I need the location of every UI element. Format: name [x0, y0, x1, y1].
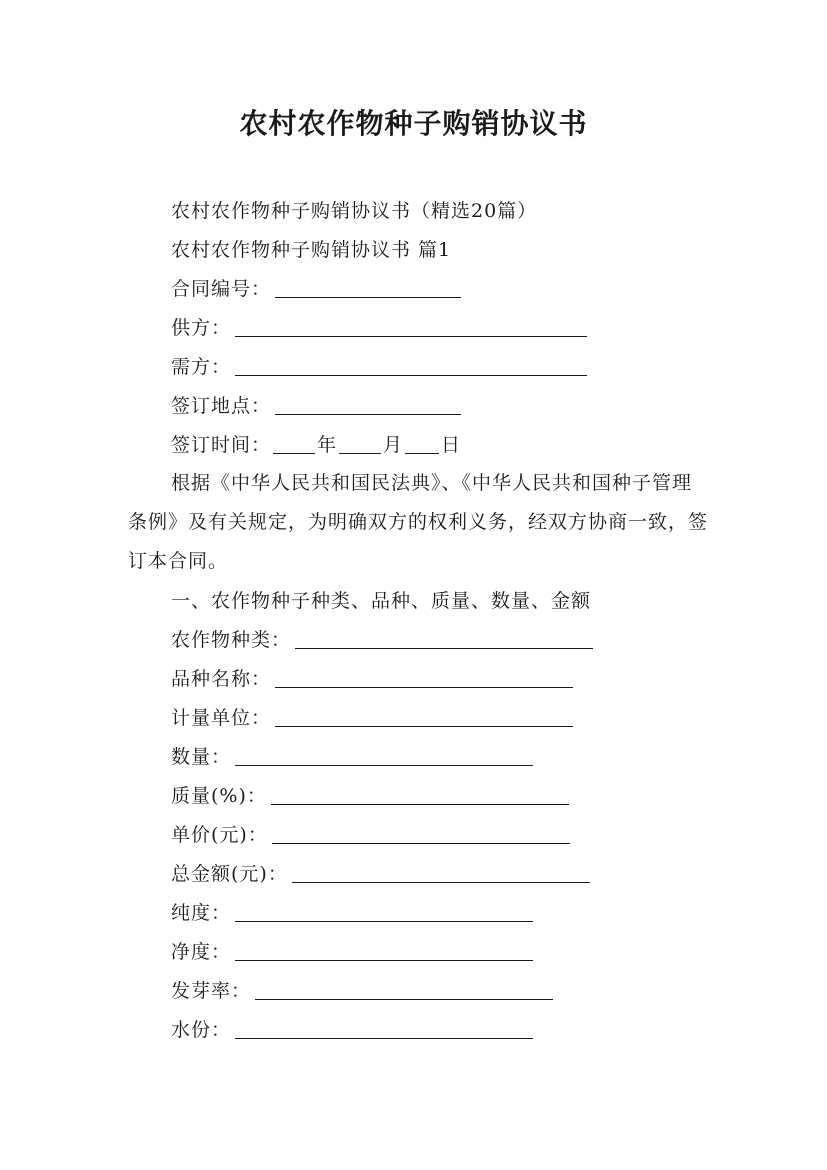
contract-no-label: 合同编号： — [171, 278, 272, 300]
purity-row — [171, 900, 533, 926]
purity-blank[interactable] — [235, 901, 533, 922]
year-blank[interactable] — [273, 433, 315, 454]
contract-no-blank[interactable] — [275, 277, 461, 298]
supplier-blank[interactable] — [235, 316, 587, 337]
cleanliness-blank[interactable] — [235, 940, 533, 961]
total-label: 总金额(元)： — [171, 863, 288, 885]
unit-price-blank[interactable] — [272, 823, 570, 844]
supplier-label: 供方： — [171, 317, 232, 339]
unit-blank[interactable] — [275, 706, 573, 727]
quantity-blank[interactable] — [235, 745, 533, 766]
sign-place-blank[interactable] — [275, 394, 461, 415]
sign-place-row — [171, 393, 461, 419]
quality-blank[interactable] — [271, 784, 569, 805]
section-heading: 农村农作物种子购销协议书 篇1 — [171, 239, 452, 261]
unit-row — [171, 705, 573, 731]
unit-price-label: 单价(元)： — [171, 824, 268, 846]
buyer-label: 需方： — [171, 356, 232, 378]
variety-label: 品种名称： — [171, 668, 272, 690]
day-label: 日 — [441, 434, 462, 456]
crop-type-blank[interactable] — [295, 628, 593, 649]
moisture-row — [171, 1017, 533, 1043]
day-blank[interactable] — [405, 433, 439, 454]
unit-label: 计量单位： — [171, 707, 272, 729]
cleanliness-label: 净度： — [171, 941, 232, 963]
buyer-row — [171, 354, 587, 380]
quality-label: 质量(%)： — [171, 785, 267, 807]
crop-type-label: 农作物种类： — [171, 629, 292, 651]
year-label: 年 — [317, 434, 338, 456]
moisture-label: 水份： — [171, 1019, 232, 1041]
germination-blank[interactable] — [255, 979, 553, 1000]
moisture-blank[interactable] — [235, 1018, 533, 1039]
month-blank[interactable] — [339, 433, 381, 454]
supplier-row — [171, 315, 587, 341]
month-label: 月 — [383, 434, 404, 456]
quality-row — [171, 783, 569, 809]
quantity-label: 数量： — [171, 746, 232, 768]
purity-label: 纯度： — [171, 902, 232, 924]
total-row — [171, 861, 590, 887]
contract-no-row — [171, 276, 461, 302]
total-blank[interactable] — [292, 862, 590, 883]
quantity-row — [171, 744, 533, 770]
sign-date-label: 签订时间： — [171, 434, 272, 456]
intro-paragraph: 根据《中华人民共和国民法典》、《中华人民共和国种子管理条例》及有关规定，为明确双方的权利义务，经双方协商一致，签订本合同。 — [128, 472, 709, 572]
document-subtitle: 农村农作物种子购销协议书（精选20篇） — [171, 200, 538, 222]
germination-row — [171, 978, 553, 1004]
crop-type-row — [171, 627, 593, 653]
cleanliness-row — [171, 939, 533, 965]
sign-place-label: 签订地点： — [171, 395, 272, 417]
variety-row — [171, 666, 573, 692]
section-one-heading: 一、农作物种子种类、品种、质量、数量、金额 — [171, 590, 592, 612]
variety-blank[interactable] — [275, 667, 573, 688]
document-title: 农村农作物种子购销协议书 — [239, 107, 588, 140]
unit-price-row — [171, 822, 570, 848]
sign-date-row — [171, 432, 461, 458]
germination-label: 发芽率： — [171, 980, 252, 1002]
buyer-blank[interactable] — [235, 355, 587, 376]
